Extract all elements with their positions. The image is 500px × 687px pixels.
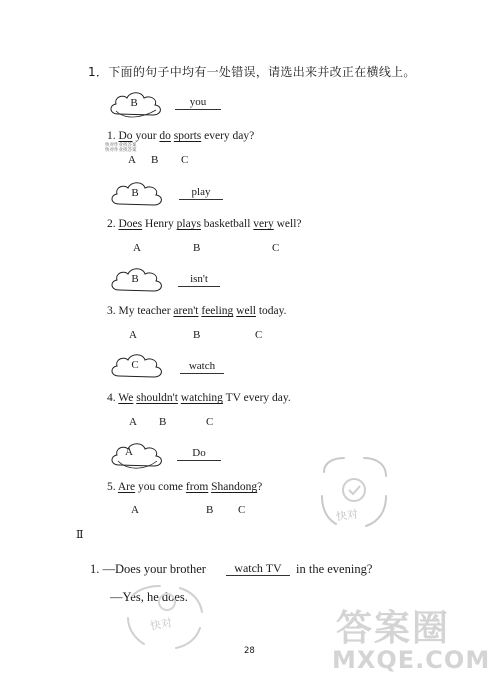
answer-cloud-4 [107, 349, 167, 385]
option-c-word: well [236, 305, 256, 317]
letter-b: B [193, 242, 201, 254]
tiny-note: 快对作业找答案 快对作业找答案 [105, 143, 137, 153]
option-a-word: Does [118, 218, 143, 230]
letter-a: A [128, 154, 136, 166]
option-a-word: Do [118, 130, 133, 142]
option-c-word: very [253, 218, 274, 230]
sentence-1: 1. Do your do sports every day? [107, 130, 255, 142]
option-c-word: watching [180, 392, 223, 404]
letter-c: C [206, 416, 214, 428]
answer-line-2: play [179, 185, 223, 200]
option-a-word: We [118, 392, 134, 404]
option-b-word: plays [176, 218, 201, 230]
item-number: 1. [107, 130, 116, 142]
option-b-word: feeling [201, 305, 234, 317]
letter-c: C [181, 154, 189, 166]
cloud-letter: B [131, 187, 139, 199]
answer-cloud-5 [107, 438, 167, 474]
letter-c: C [238, 504, 246, 516]
section2-question: 1. —Does your brother [90, 562, 206, 576]
item-number: 2. [107, 218, 116, 230]
section2-question-end: in the evening? [296, 562, 373, 576]
option-a-word: aren't [173, 305, 199, 317]
item-number: 3. [107, 305, 116, 317]
option-c-word: sports [173, 130, 202, 142]
answer-cloud-1 [106, 87, 166, 123]
stamp-icon [314, 452, 394, 540]
letter-c: C [272, 242, 280, 254]
option-a-word: Are [117, 481, 136, 493]
sentence-2: 2. Does Henry plays basketball very well? [107, 218, 302, 230]
letter-c: C [255, 329, 263, 341]
site-url-watermark: MXQE.COM [332, 646, 491, 674]
section2-label: Ⅱ [76, 529, 84, 541]
answer-line-3: isn't [178, 272, 220, 287]
item-number: 1. [90, 562, 100, 576]
answer-line-5: Do [177, 446, 221, 461]
item-number: 4. [107, 392, 116, 404]
sentence-3: 3. My teacher aren't feeling well today. [107, 305, 287, 317]
option-b-word: from [185, 481, 209, 493]
section1-heading: 1．下面的句子中均有一处错误，请选出来并改正在横线上。 [88, 65, 416, 79]
letter-a: A [129, 416, 137, 428]
section2-response: —Yes, he does. [110, 590, 188, 604]
option-b-word: shouldn't [136, 392, 178, 404]
letter-a: A [133, 242, 141, 254]
cloud-letter: C [131, 359, 139, 371]
page-number: 28 [244, 646, 255, 656]
watermark-stamp-2 [120, 582, 210, 652]
answer-line-4: watch [180, 359, 224, 374]
letter-a: A [131, 504, 139, 516]
option-b-word: do [159, 130, 171, 142]
section2-answer-line: watch TV [226, 561, 290, 576]
watermark-stamp [314, 452, 394, 540]
cloud-letter: B [131, 273, 139, 285]
stamp-text: 快对 [335, 507, 359, 524]
stamp-text: 快对 [149, 616, 174, 633]
sentence-5: 5. Are you come from Shandong? [107, 481, 263, 493]
letter-b: B [159, 416, 167, 428]
answer-cloud-3 [107, 263, 167, 299]
letter-b: B [193, 329, 201, 341]
cloud-letter: A [125, 446, 133, 458]
answer-cloud-2 [107, 177, 167, 213]
letter-a: A [129, 329, 137, 341]
site-watermark: 答案圈 [336, 608, 451, 649]
option-c-word: Shandong [211, 481, 258, 493]
answer-line-1: you [175, 95, 221, 110]
letter-b: B [206, 504, 214, 516]
cloud-letter: B [130, 97, 138, 109]
sentence-4: 4. We shouldn't watching TV every day. [107, 392, 291, 404]
letter-b: B [151, 154, 159, 166]
item-number: 5. [107, 481, 116, 493]
